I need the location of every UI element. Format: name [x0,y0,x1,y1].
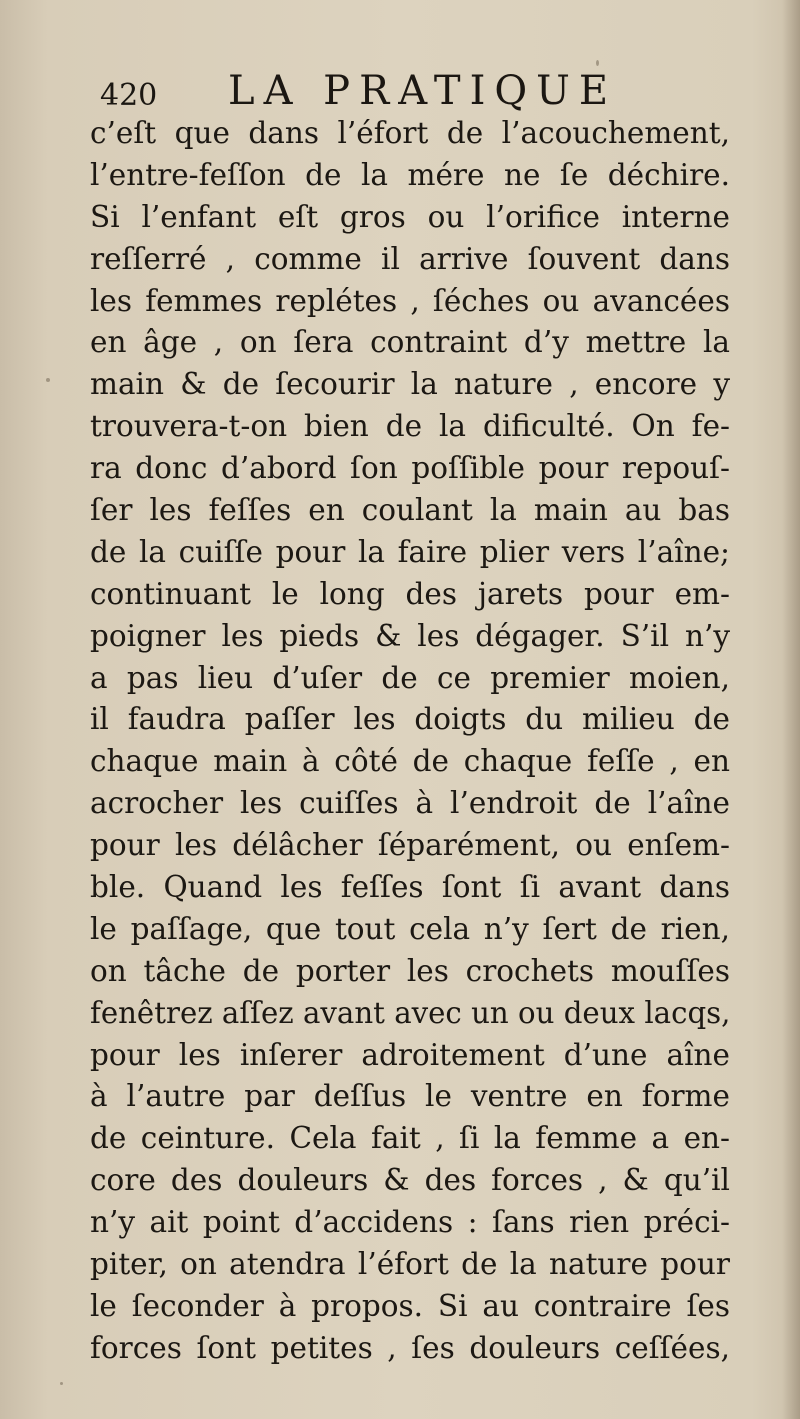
text-line: acrocher les cuiſſes à l’endroit de l’aîne [90,786,730,821]
body-text [90,113,730,1370]
paper-speck [60,1382,63,1385]
running-head: LA PRATIQUE [228,68,618,114]
page-number: 420 [100,78,158,113]
text-line: core des douleurs & des forces , & qu’il [90,1163,730,1198]
text-line: pour les délâcher ſéparément, ou enſem- [90,828,730,863]
text-line: de ceinture. Cela fait , ſi la femme a en- [90,1121,730,1156]
text-line: les femmes replétes , ſéches ou avancées [90,283,730,318]
text-line: de la cuiſſe pour la faire plier vers l’aîne; [90,534,730,569]
text-line: a pas lieu d’uſer de ce premier moien, [90,660,730,695]
text-line: c’eſt que dans l’éfort de l’acouchement, [90,116,730,150]
text-line: ſer les feſſes en coulant la main au bas [90,493,730,528]
text-line: le paſſage, que tout cela n’y ſert de rien, [90,911,730,946]
text-line: trouvera-t-on bien de la dificulté. On fe- [90,409,730,444]
text-line: main & de ſecourir la nature , encore y [90,367,730,402]
text-line: il faudra paſſer les doigts du milieu de [90,702,730,737]
text-line: reſſerré , comme il arrive ſouvent dans [90,241,730,276]
text-line: ble. Quand les feſſes ſont ſi avant dans [90,870,730,905]
text-line: continuant le long des jarets pour em- [90,576,730,611]
text-line: ra donc d’abord ſon poſſible pour repouſ- [90,451,730,486]
text-line: à l’autre par deſſus le ventre en forme [90,1079,730,1114]
text-line: on tâche de porter les crochets mouſſes [90,953,730,988]
text-line: fenêtrez aſſez avant avec un ou deux lacqs, [90,995,731,1030]
paper-speck [596,60,599,66]
text-line: le ſeconder à propos. Si au contraire ſes [90,1288,730,1323]
text-line: Si l’enfant eſt gros ou l’orifice interne [90,199,730,234]
text-line: poigner les pieds & les dégager. S’il n’y [90,618,730,653]
text-line: forces ſont petites , ſes douleurs ceſſées, [90,1330,730,1365]
text-line: l’entre-feſſon de la mére ne ſe déchire. [90,157,730,192]
text-line: n’y ait point d’accidens : ſans rien préci- [90,1205,730,1240]
page-edge-shadow [782,0,800,1419]
text-line: chaque main à côté de chaque feſſe , en [90,744,730,779]
text-line: pour les inſerer adroitement d’une aîne [90,1037,730,1072]
text-line: piter, on atendra l’éfort de la nature pour [90,1247,730,1282]
paper-speck [46,378,50,382]
text-line: en âge , on ſera contraint d’y mettre la [90,325,730,360]
